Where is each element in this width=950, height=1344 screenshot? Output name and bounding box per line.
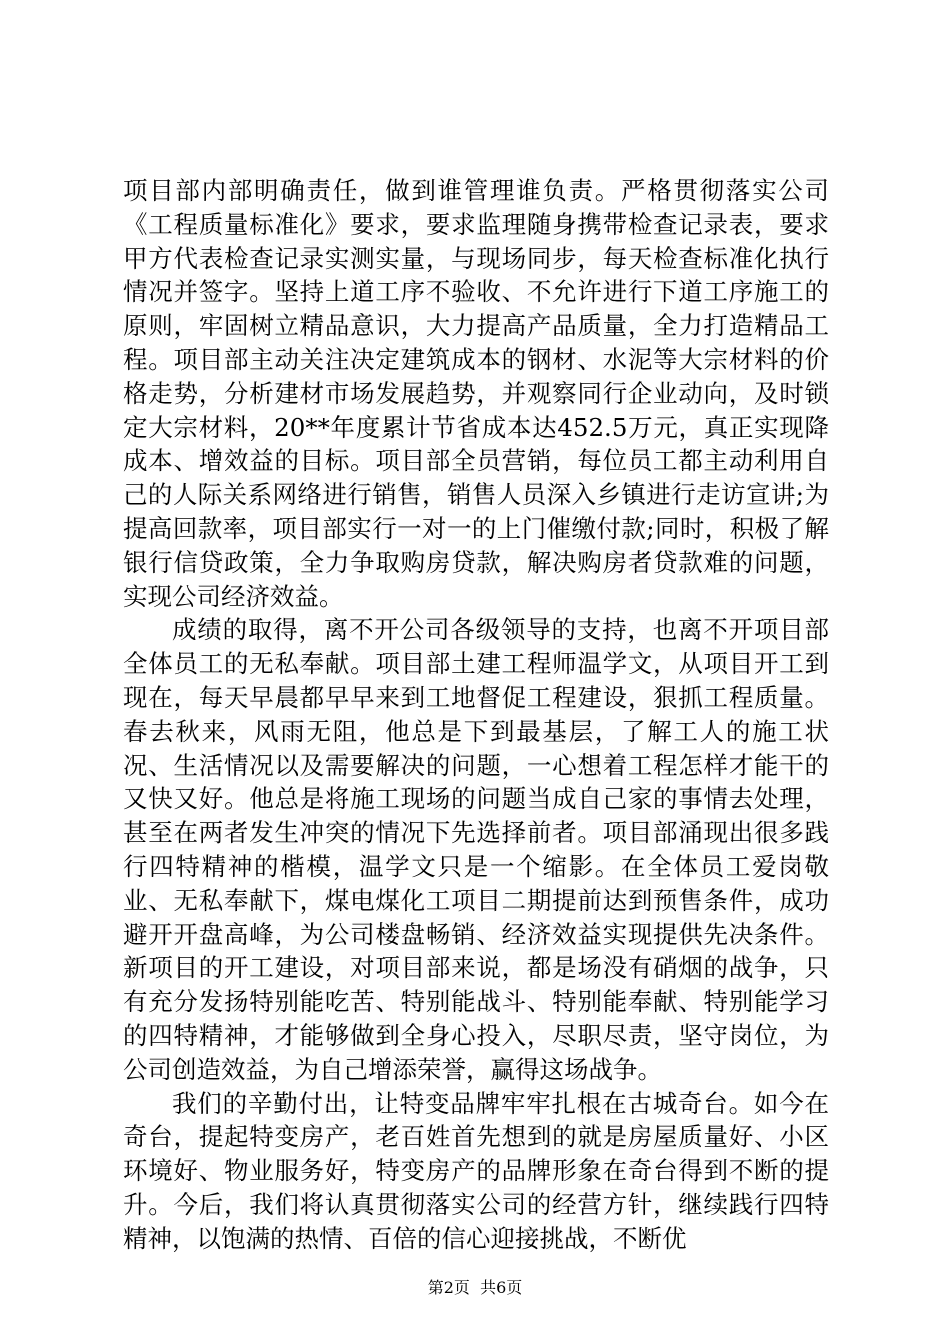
paragraph-3: 我们的辛勤付出，让特变品牌牢牢扎根在古城奇台。如今在奇台，提起特变房产，老百姓首先想到的就是房屋质量好、小区环境好、物业服务好，特变房产的品牌形象在奇台得到不断的提升。今后，我们将认真贯彻落实公司的经营方针，继续践行四特精神，以饱满的热情、百倍的信心迎接挑战，不断优 bbox=[123, 1088, 829, 1253]
document-body bbox=[123, 174, 829, 1256]
page-number-label: 第2页 共6页 bbox=[427, 1278, 523, 1297]
paragraph-2: 成绩的取得，离不开公司各级领导的支持，也离不开项目部全体员工的无私奉献。项目部土建工程师温学文，从项目开工到现在，每天早晨都早早来到工地督促工程建设，狠抓工程质量。春去秋来，风雨无阻，他总是下到最基层，了解工人的施工状况、生活情况以及需要解决的问题，一心想着工程怎样才能干的又快又好。他总是将施工现场的问题当成自己家的事情去处理，甚至在两者发生冲突的情况下先选择前者。项目部涌现出很多践行四特精神的楷模，温学文只是一个缩影。在全体员工爱岗敬业、无私奉献下，煤电煤化工项目二期提前达到预售条件，成功避开开盘高峰，为公司楼盘畅销、经济效益实现提供先决条件。新项目的开工建设，对项目部来说，都是场没有硝烟的战争，只有充分发扬特别能吃苦、特别能战斗、特别能奉献、特别能学习的四特精神，才能够做到全身心投入，尽职尽责，坚守岗位，为公司创造效益，为自己增添荣誉，赢得这场战争。 bbox=[123, 615, 829, 1084]
page-footer bbox=[0, 1278, 950, 1298]
paragraph-1: 项目部内部明确责任，做到谁管理谁负责。严格贯彻落实公司《工程质量标准化》要求，要求监理随身携带检查记录表，要求甲方代表检查记录实测实量，与现场同步，每天检查标准化执行情况并签字。坚持上道工序不验收、不允许进行下道工序施工的原则，牢固树立精品意识，大力提高产品质量，全力打造精品工程。项目部主动关注决定建筑成本的钢材、水泥等大宗材料的价格走势，分析建材市场发展趋势，并观察同行企业动向，及时锁定大宗材料，20**年度累计节省成本达452.5万元，真正实现降成本、增效益的目标。项目部全员营销，每位员工都主动利用自己的人际关系网络进行销售，销售人员深入乡镇进行走访宣讲;为提高回款率，项目部实行一对一的上门催缴付款;同时，积极了解银行信贷政策，全力争取购房贷款，解决购房者贷款难的问题，实现公司经济效益。 bbox=[123, 176, 829, 611]
